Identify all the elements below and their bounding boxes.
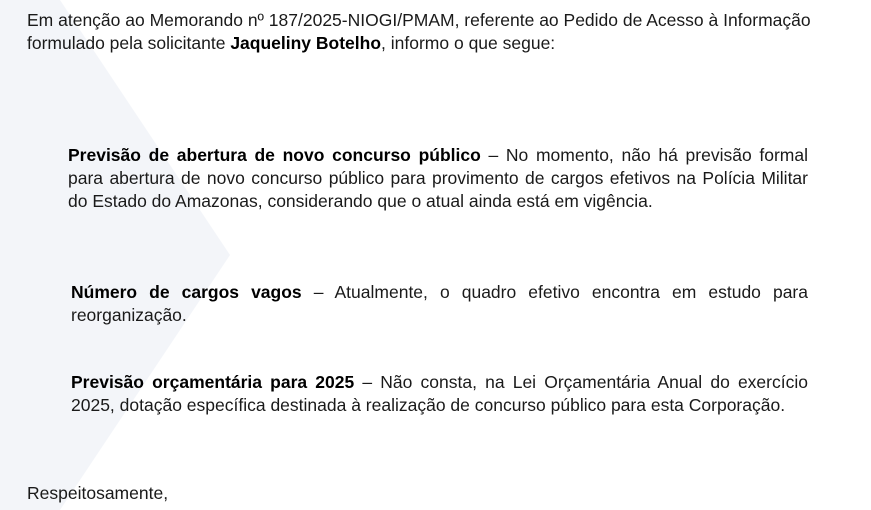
- intro-paragraph: [27, 9, 827, 55]
- item-text: – No momento, não há previsão formal para abertura de novo concurso público para provimento de cargos efetivos na Polícia Militar do Estado do Amazonas, considerando que o atual ainda está em vigência.: [68, 145, 808, 211]
- closing-salutation: Respeitosamente,: [27, 483, 169, 503]
- item-text: – Não consta, na Lei Orçamentária Anual do exercício 2025, dotação específica destinada à realização de concurso público para esta Corporação.: [71, 372, 808, 415]
- intro-text-start: Em atenção ao Memorando nº 187/2025-NIOGI/PMAM, referente ao Pedido de Acesso à Informação formulado pela solicitante: [27, 10, 811, 53]
- watermark-chevron: [0, 0, 230, 510]
- item-title: Previsão de abertura de novo concurso público: [68, 145, 481, 165]
- item-title: Número de cargos vagos: [71, 282, 302, 302]
- intro-text-end: , informo o que segue:: [381, 33, 556, 53]
- item-budget-forecast: [71, 371, 808, 417]
- item-text: – Atualmente, o quadro efetivo encontra em estudo para reorganização.: [71, 282, 808, 325]
- item-new-contest: [68, 144, 808, 213]
- item-vacant-positions: [71, 281, 808, 327]
- item-title: Previsão orçamentária para 2025: [71, 372, 355, 392]
- requester-name: Jaqueliny Botelho: [230, 33, 382, 53]
